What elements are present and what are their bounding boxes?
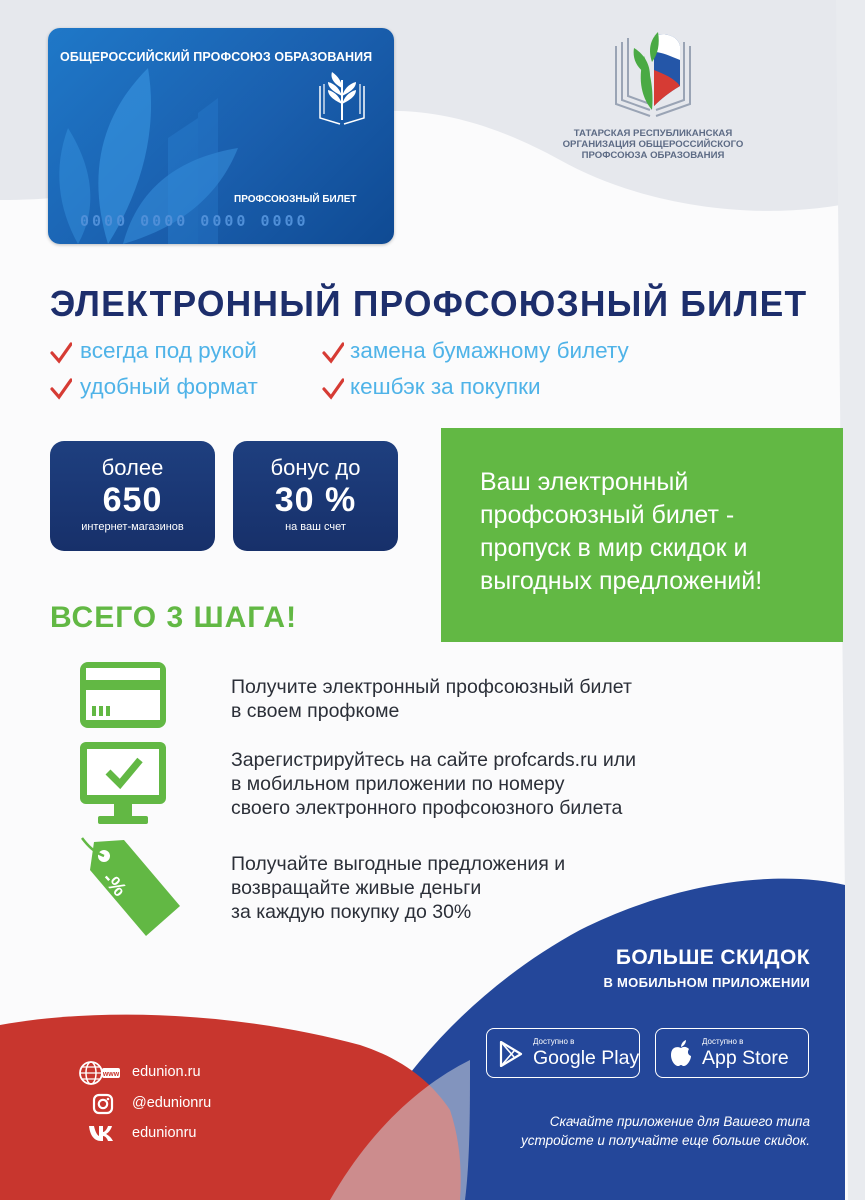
page-title: ЭЛЕКТРОННЫЙ ПРОФСОЮЗНЫЙ БИЛЕТ xyxy=(50,283,808,324)
app-store-label: App Store xyxy=(702,1047,789,1069)
union-emblem-icon xyxy=(316,70,368,126)
google-play-button[interactable] xyxy=(486,1028,640,1078)
step-text xyxy=(231,748,636,820)
download-note-line: устройсте и получайте еще больше скидок. xyxy=(521,1133,810,1148)
stat-box-bonus xyxy=(233,441,398,551)
card-icon xyxy=(78,660,168,730)
promo-green-text xyxy=(480,466,830,598)
instagram-link[interactable]: @edunionru xyxy=(132,1095,212,1111)
step-line: за каждую покупку до 30% xyxy=(231,901,472,923)
globe-icon xyxy=(78,1060,122,1086)
stat-value: 650 xyxy=(102,481,163,519)
google-play-label: Google Play xyxy=(533,1047,640,1069)
stat-label-top: более xyxy=(101,455,164,480)
mobile-promo-title: БОЛЬШЕ СКИДОК xyxy=(615,946,810,969)
organization-name-line: ТАТАРСКАЯ РЕСПУБЛИКАНСКАЯ xyxy=(573,128,733,139)
promo-green-line: Ваш электронный xyxy=(480,468,689,496)
instagram-icon xyxy=(92,1093,114,1115)
benefit-text: замена бумажному билету xyxy=(350,338,629,363)
organization-logo-icon xyxy=(610,26,696,120)
step-line: в своем профкоме xyxy=(231,700,400,722)
monitor-check-icon xyxy=(78,740,168,828)
step-line: Получайте выгодные предложения и xyxy=(231,853,566,875)
step-line: Получите электронный профсоюзный билет xyxy=(231,676,632,698)
step-line: своего электронного профсоюзного билета xyxy=(231,797,623,819)
download-note xyxy=(460,1112,810,1150)
organization-name xyxy=(548,128,758,161)
step-text xyxy=(231,852,565,924)
vk-link[interactable]: edunionru xyxy=(132,1125,197,1141)
membership-card xyxy=(48,28,394,244)
google-play-icon xyxy=(499,1041,523,1067)
stat-label-bottom: интернет-магазинов xyxy=(81,521,184,533)
organization-name-line: ПРОФСОЮЗА ОБРАЗОВАНИЯ xyxy=(581,150,725,161)
card-title: ОБЩЕРОССИЙСКИЙ ПРОФСОЮЗ ОБРАЗОВАНИЯ xyxy=(60,50,373,64)
vk-icon xyxy=(88,1124,118,1142)
checkmark-icon xyxy=(50,378,72,400)
app-store-small-label: Доступно в xyxy=(702,1037,744,1046)
apple-icon xyxy=(669,1039,693,1067)
step-line: возвращайте живые деньги xyxy=(231,877,482,899)
promo-green-line: профсоюзный билет - xyxy=(480,501,735,529)
organization-name-line: ОРГАНИЗАЦИЯ ОБЩЕРОССИЙСКОГО xyxy=(562,139,744,150)
benefit-text: кешбэк за покупки xyxy=(350,374,541,399)
step-text xyxy=(231,675,632,723)
app-store-button[interactable] xyxy=(655,1028,809,1078)
web-badge-text: www xyxy=(102,1071,120,1078)
step-line: Зарегистрируйтесь на сайте profcards.ru или xyxy=(231,749,637,771)
checkmark-icon xyxy=(322,342,344,364)
stat-box-shops xyxy=(50,441,215,551)
tag-label: -% xyxy=(97,868,131,901)
card-number: 0000 0000 0000 0000 xyxy=(80,212,309,230)
step-line: в мобильном приложении по номеру xyxy=(231,773,565,795)
download-note-line: Скачайте приложение для Вашего типа xyxy=(549,1114,810,1129)
benefit-text: всегда под рукой xyxy=(80,338,257,363)
discount-tag-icon xyxy=(80,836,184,940)
benefit-text: удобный формат xyxy=(80,374,258,399)
checkmark-icon xyxy=(322,378,344,400)
steps-title: ВСЕГО 3 ШАГА! xyxy=(50,601,298,634)
website-link[interactable]: edunion.ru xyxy=(132,1064,201,1080)
stat-label-bottom: на ваш счет xyxy=(285,521,346,533)
stat-label-top: бонус до xyxy=(270,455,361,480)
promo-green-line: выгодных предложений! xyxy=(480,567,763,595)
promo-green-line: пропуск в мир скидок и xyxy=(480,534,748,562)
mobile-promo-subtitle: В МОБИЛЬНОМ ПРИЛОЖЕНИИ xyxy=(603,975,810,990)
checkmark-icon xyxy=(50,342,72,364)
card-ticket-label: ПРОФСОЮЗНЫЙ БИЛЕТ xyxy=(234,194,357,205)
stat-value: 30 % xyxy=(274,481,357,519)
google-play-small-label: Доступно в xyxy=(533,1037,575,1046)
